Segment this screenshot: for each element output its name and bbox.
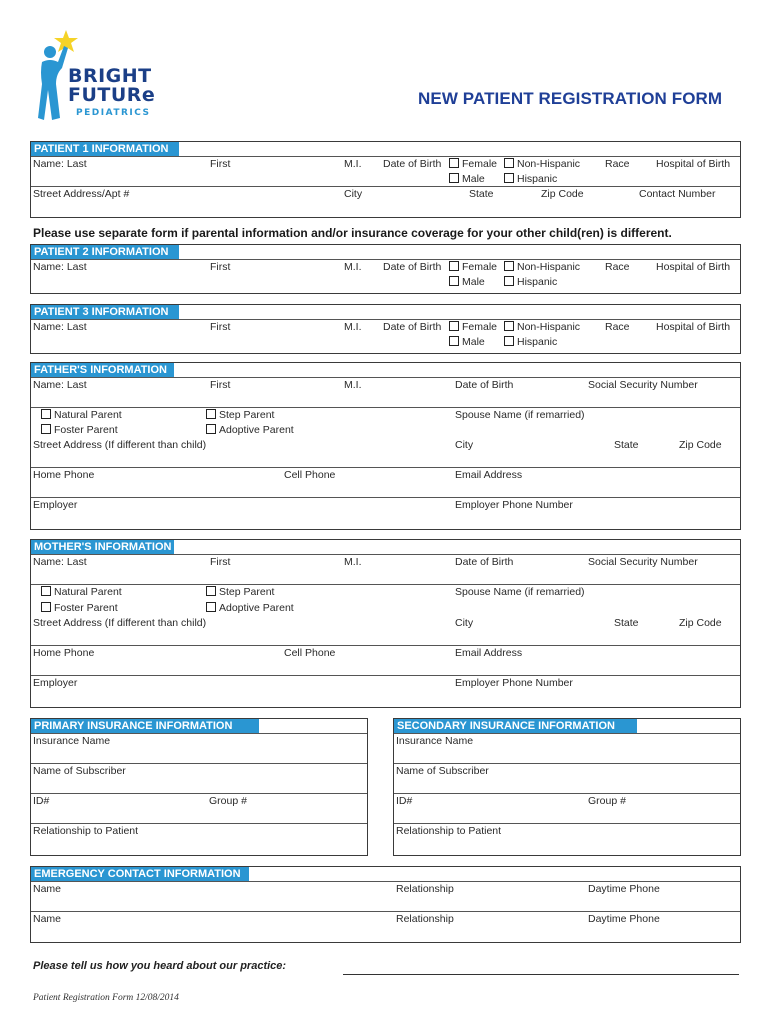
emergency-name-label-2: Name — [33, 913, 62, 925]
patient1-heading: PATIENT 1 INFORMATION — [31, 142, 179, 156]
patient3-hispanic-checkbox[interactable]: Hispanic — [504, 336, 557, 348]
patient3-name-last-label: Name: Last — [33, 321, 87, 333]
secondary-ins-name-label: Insurance Name — [396, 735, 474, 747]
secondary-insurance-section — [393, 718, 741, 856]
father-section — [30, 362, 741, 530]
father-spouse-label: Spouse Name (if remarried) — [455, 409, 585, 421]
patient2-name-last-label: Name: Last — [33, 261, 87, 273]
father-heading: FATHER'S INFORMATION — [31, 363, 174, 377]
patient2-dob-label: Date of Birth — [383, 261, 442, 273]
father-adoptive-checkbox[interactable]: Adoptive Parent — [206, 424, 294, 436]
primary-insurance-heading: PRIMARY INSURANCE INFORMATION — [31, 719, 259, 733]
patient1-city-label: City — [344, 188, 363, 200]
emergency-heading: EMERGENCY CONTACT INFORMATION — [31, 867, 249, 881]
patient2-male-checkbox[interactable]: Male — [449, 276, 485, 288]
secondary-group-label: Group # — [588, 795, 626, 807]
patient1-hispanic-checkbox[interactable]: Hispanic — [504, 173, 557, 185]
patient1-race-label: Race — [605, 158, 630, 170]
emergency-relationship-label-1: Relationship — [396, 883, 454, 895]
primary-insurance-section — [30, 718, 368, 856]
logo-line2: FUTURe — [68, 84, 156, 106]
patient2-nonhispanic-checkbox[interactable]: Non-Hispanic — [504, 261, 580, 273]
father-dob-label: Date of Birth — [455, 379, 514, 391]
heard-about-field[interactable] — [343, 974, 739, 975]
mother-ssn-label: Social Security Number — [588, 556, 698, 568]
emergency-section — [30, 866, 741, 943]
emergency-relationship-label-2: Relationship — [396, 913, 454, 925]
mother-name-last-label: Name: Last — [33, 556, 87, 568]
mother-home-phone-label: Home Phone — [33, 647, 95, 659]
primary-relationship-label: Relationship to Patient — [33, 825, 139, 837]
form-footer: Patient Registration Form 12/08/2014 — [33, 993, 179, 1003]
secondary-relationship-label: Relationship to Patient — [396, 825, 502, 837]
patient3-first-label: First — [210, 321, 231, 333]
father-natural-checkbox[interactable]: Natural Parent — [41, 409, 122, 421]
emergency-daytime-label-2: Daytime Phone — [588, 913, 660, 925]
father-cell-phone-label: Cell Phone — [284, 469, 336, 481]
patient3-section — [30, 304, 741, 354]
patient2-heading: PATIENT 2 INFORMATION — [31, 245, 179, 259]
patient1-section — [30, 141, 741, 218]
patient2-mi-label: M.I. — [344, 261, 362, 273]
father-employer-phone-label: Employer Phone Number — [455, 499, 573, 511]
mother-dob-label: Date of Birth — [455, 556, 514, 568]
patient1-name-last-label: Name: Last — [33, 158, 87, 170]
patient2-section — [30, 244, 741, 294]
father-foster-checkbox[interactable]: Foster Parent — [41, 424, 118, 436]
patient1-contact-label: Contact Number — [639, 188, 716, 200]
separate-form-note: Please use separate form if parental information and/or insurance coverage for your other child(ren) is different. — [33, 226, 672, 240]
patient1-zip-label: Zip Code — [541, 188, 584, 200]
father-email-label: Email Address — [455, 469, 523, 481]
mother-first-label: First — [210, 556, 231, 568]
page-title: NEW PATIENT REGISTRATION FORM — [418, 89, 723, 108]
patient1-nonhispanic-checkbox[interactable]: Non-Hispanic — [504, 158, 580, 170]
emergency-daytime-label-1: Daytime Phone — [588, 883, 660, 895]
patient3-hospital-label: Hospital of Birth — [656, 321, 731, 333]
father-street-label: Street Address (If different than child) — [33, 439, 207, 451]
father-name-last-label: Name: Last — [33, 379, 87, 391]
mother-zip-label: Zip Code — [679, 617, 722, 629]
mother-city-label: City — [455, 617, 474, 629]
mother-adoptive-checkbox[interactable]: Adoptive Parent — [206, 602, 294, 614]
father-city-label: City — [455, 439, 474, 451]
mother-section — [30, 539, 741, 708]
mother-spouse-label: Spouse Name (if remarried) — [455, 586, 585, 598]
patient1-hospital-label: Hospital of Birth — [656, 158, 731, 170]
mother-step-checkbox[interactable]: Step Parent — [206, 586, 274, 598]
father-home-phone-label: Home Phone — [33, 469, 95, 481]
logo — [36, 28, 176, 128]
patient3-male-checkbox[interactable]: Male — [449, 336, 485, 348]
patient3-mi-label: M.I. — [344, 321, 362, 333]
father-zip-label: Zip Code — [679, 439, 722, 451]
mother-email-label: Email Address — [455, 647, 523, 659]
patient2-female-checkbox[interactable]: Female — [449, 261, 497, 273]
mother-employer-phone-label: Employer Phone Number — [455, 677, 573, 689]
secondary-subscriber-label: Name of Subscriber — [396, 765, 489, 777]
patient2-hospital-label: Hospital of Birth — [656, 261, 731, 273]
secondary-id-label: ID# — [396, 795, 413, 807]
father-state-label: State — [614, 439, 639, 451]
father-mi-label: M.I. — [344, 379, 362, 391]
father-first-label: First — [210, 379, 231, 391]
primary-subscriber-label: Name of Subscriber — [33, 765, 126, 777]
father-ssn-label: Social Security Number — [588, 379, 698, 391]
patient1-street-label: Street Address/Apt # — [33, 188, 130, 200]
mother-state-label: State — [614, 617, 639, 629]
patient1-male-checkbox[interactable]: Male — [449, 173, 485, 185]
mother-foster-checkbox[interactable]: Foster Parent — [41, 602, 118, 614]
primary-group-label: Group # — [209, 795, 247, 807]
mother-employer-label: Employer — [33, 677, 78, 689]
logo-line1: BRIGHT — [68, 65, 152, 87]
emergency-name-label-1: Name — [33, 883, 62, 895]
patient1-first-label: First — [210, 158, 231, 170]
patient3-nonhispanic-checkbox[interactable]: Non-Hispanic — [504, 321, 580, 333]
primary-id-label: ID# — [33, 795, 50, 807]
patient1-dob-label: Date of Birth — [383, 158, 442, 170]
patient1-mi-label: M.I. — [344, 158, 362, 170]
primary-ins-name-label: Insurance Name — [33, 735, 111, 747]
patient2-hispanic-checkbox[interactable]: Hispanic — [504, 276, 557, 288]
patient2-first-label: First — [210, 261, 231, 273]
heard-about-prompt: Please tell us how you heard about our practice: — [33, 960, 287, 972]
patient1-state-label: State — [469, 188, 494, 200]
patient2-race-label: Race — [605, 261, 630, 273]
patient3-female-checkbox[interactable]: Female — [449, 321, 497, 333]
patient3-heading: PATIENT 3 INFORMATION — [31, 305, 179, 319]
logo-line3: PEDIATRICS — [76, 108, 151, 118]
mother-cell-phone-label: Cell Phone — [284, 647, 336, 659]
patient1-female-checkbox[interactable]: Female — [449, 158, 497, 170]
mother-mi-label: M.I. — [344, 556, 362, 568]
father-step-checkbox[interactable]: Step Parent — [206, 409, 274, 421]
father-employer-label: Employer — [33, 499, 78, 511]
mother-street-label: Street Address (If different than child) — [33, 617, 207, 629]
mother-heading: MOTHER'S INFORMATION — [31, 540, 174, 554]
patient3-race-label: Race — [605, 321, 630, 333]
secondary-insurance-heading: SECONDARY INSURANCE INFORMATION — [394, 719, 637, 733]
mother-natural-checkbox[interactable]: Natural Parent — [41, 586, 122, 598]
patient3-dob-label: Date of Birth — [383, 321, 442, 333]
